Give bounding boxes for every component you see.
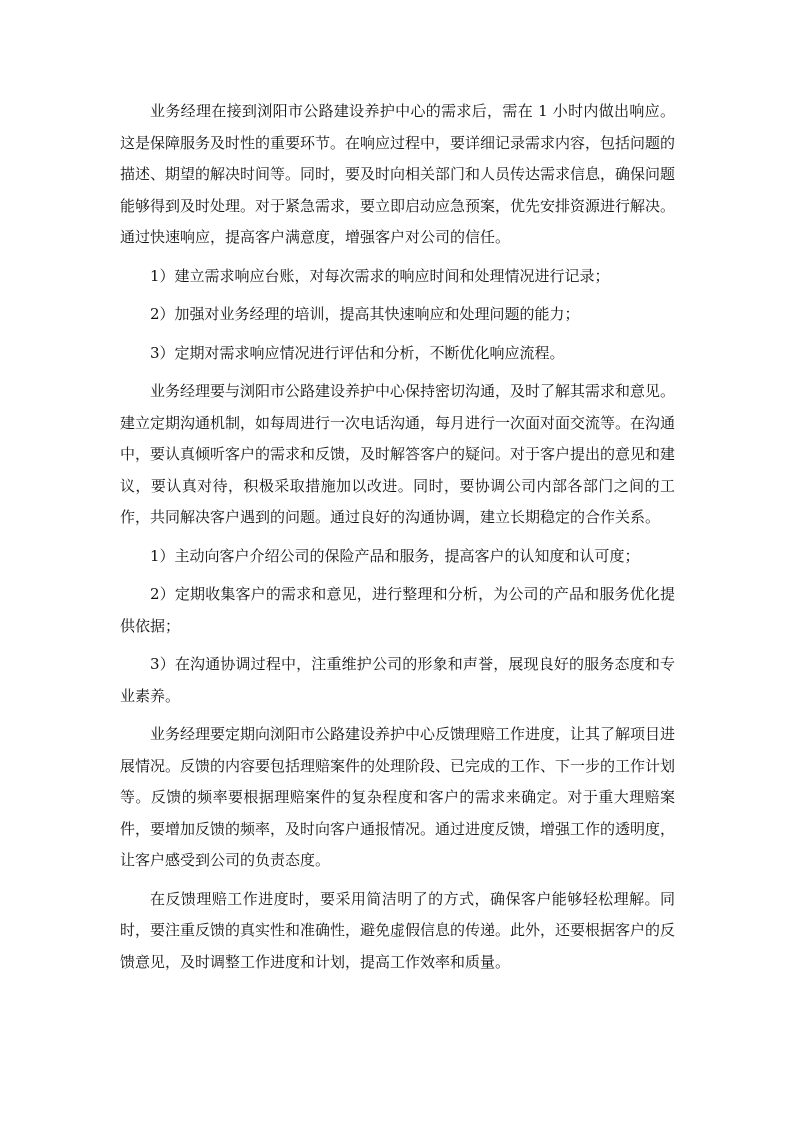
paragraph-communication: 业务经理要与浏阳市公路建设养护中心保持密切沟通，及时了解其需求和意见。建立定期沟通机制，如每周进行一次电话沟通，每月进行一次面对面交流等。在沟通中，要认真倾听客户的需求和反馈，及时解答客户的疑问。对于客户提出的意见和建议，要认真对待，积极采取措施加以改进。同时，要协调公司内部各部门之间的工作，共同解决客户遇到的问题。通过良好的沟通协调，建立长期稳定的合作关系。 xyxy=(120,382,676,526)
list-item: 2）加强对业务经理的培训，提高其快速响应和处理问题的能力； xyxy=(150,305,580,323)
paragraph-feedback-method: 在反馈理赔工作进度时，要采用简洁明了的方式，确保客户能够轻松理解。同时，要注重反馈的真实性和准确性，避免虚假信息的传递。此外，还要根据客户的反馈意见，及时调整工作进度和计划，提高工作效率和质量。 xyxy=(120,889,676,971)
list-item: 3）在沟通协调过程中，注重维护公司的形象和声誉，展现良好的服务态度和专业素养。 xyxy=(120,655,675,705)
list-item: 1）建立需求响应台账，对每次需求的响应时间和处理情况进行记录； xyxy=(150,266,610,285)
list-item: 2）定期收集客户的需求和意见，进行整理和分析，为公司的产品和服务优化提供依据； xyxy=(120,585,675,635)
document-body xyxy=(120,96,675,985)
list-item: 3）定期对需求响应情况进行评估和分析，不断优化响应流程。 xyxy=(150,343,565,362)
paragraph-demand-response: 业务经理在接到浏阳市公路建设养护中心的需求后，需在 1 小时内做出响应。这是保障服务及时性的重要环节。在响应过程中，要详细记录需求内容，包括问题的描述、期望的解决时间等。同时，要及时向相关部门和人员传达需求信息，确保问题能够得到及时处理。对于紧急需求，要立即启动应急预案，优先安排资源进行解决。通过快速响应，提高客户满意度，增强客户对公司的信任。 xyxy=(120,102,676,246)
list-item: 1）主动向客户介绍公司的保险产品和服务，提高客户的认知度和认可度； xyxy=(150,546,640,565)
paragraph-progress-feedback: 业务经理要定期向浏阳市公路建设养护中心反馈理赔工作进度，让其了解项目进展情况。反馈的内容要包括理赔案件的处理阶段、已完成的工作、下一步的工作计划等。反馈的频率要根据理赔案件的复杂程度和客户的需求来确定。对于重大理赔案件，要增加反馈的频率，及时向客户通报情况。通过进度反馈，增强工作的透明度，让客户感受到公司的负责态度。 xyxy=(120,725,676,869)
